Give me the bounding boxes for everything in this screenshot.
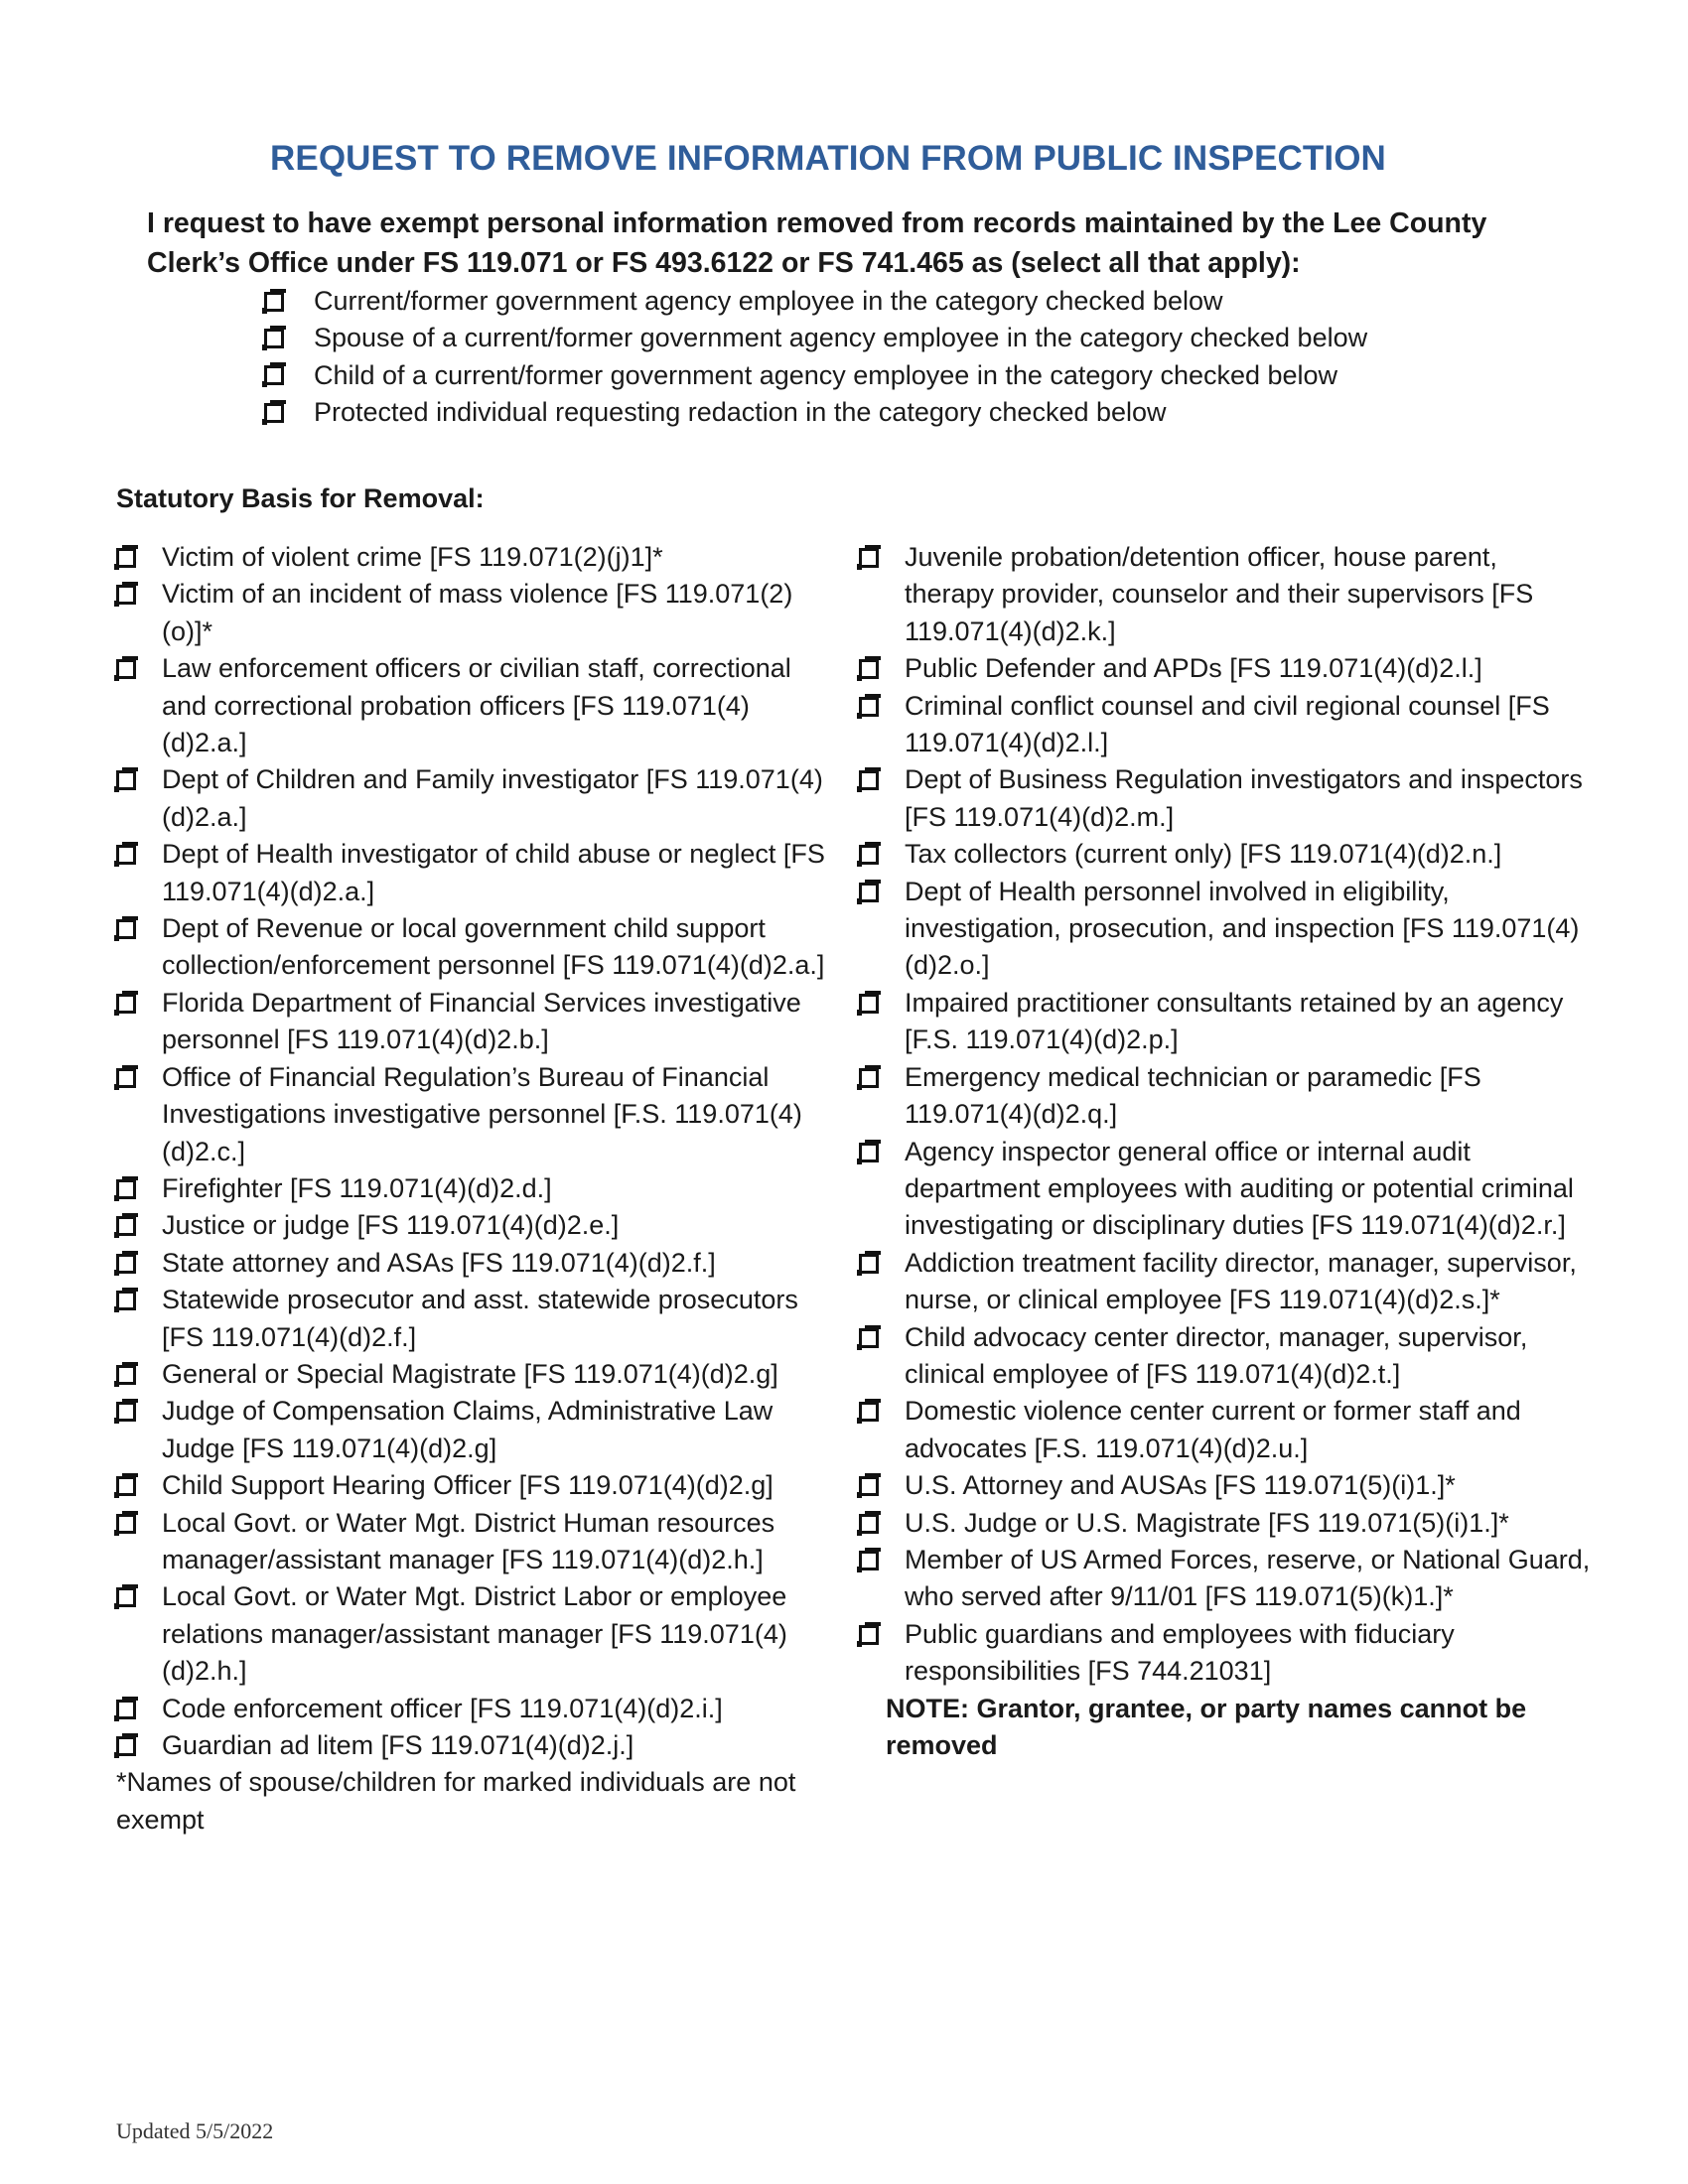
checkbox[interactable]	[116, 1736, 136, 1756]
basis-label: Member of US Armed Forces, reserve, or National Guard, who served after 9/11/01 [FS 119.071(5)(k)1.]*	[905, 1544, 1591, 1612]
statutory-basis-heading: Statutory Basis for Removal:	[116, 483, 485, 513]
checkbox[interactable]	[116, 1514, 136, 1534]
checkbox[interactable]	[859, 1514, 879, 1534]
basis-label: Public guardians and employees with fiduciary responsibilities [FS 744.21031]	[905, 1618, 1455, 1687]
checkbox[interactable]	[116, 1365, 136, 1385]
basis-option[interactable]	[859, 761, 1594, 836]
checkbox[interactable]	[264, 292, 284, 312]
checkbox[interactable]	[264, 403, 284, 423]
page-title: REQUEST TO REMOVE INFORMATION FROM PUBLIC INSPECTION	[270, 139, 1386, 178]
checkbox[interactable]	[859, 697, 879, 717]
basis-option[interactable]	[116, 1505, 831, 1579]
basis-option[interactable]	[859, 1467, 1594, 1504]
basis-label: Guardian ad litem [FS 119.071(4)(d)2.j.]	[162, 1730, 634, 1760]
basis-label: Dept of Children and Family investigator [FS 119.071(4)(d)2.a.]	[162, 764, 823, 832]
basis-option[interactable]	[859, 836, 1594, 873]
checkbox[interactable]	[116, 1402, 136, 1422]
checkbox[interactable]	[116, 585, 136, 605]
basis-option[interactable]	[859, 1245, 1594, 1319]
basis-option[interactable]	[116, 1393, 831, 1467]
checkbox[interactable]	[116, 845, 136, 865]
basis-option[interactable]	[859, 874, 1594, 985]
basis-option[interactable]	[116, 761, 831, 836]
basis-option[interactable]	[859, 1059, 1594, 1134]
basis-label: Public Defender and APDs [FS 119.071(4)(d)2.l.]	[905, 653, 1482, 684]
basis-option[interactable]	[859, 1542, 1594, 1616]
basis-option[interactable]	[859, 1319, 1594, 1394]
checkbox[interactable]	[859, 845, 879, 865]
checkbox[interactable]	[116, 1476, 136, 1496]
checkbox[interactable]	[859, 883, 879, 902]
basis-label: Office of Financial Regulation’s Bureau of Financial Investigations investigative personnel [F.S. 119.071(4)(d)2.c.]	[162, 1061, 802, 1166]
checkbox[interactable]	[116, 1291, 136, 1310]
basis-label: Local Govt. or Water Mgt. District Human resources manager/assistant manager [FS 119.071(4)(d)2.h.]	[162, 1507, 775, 1574]
checkbox[interactable]	[116, 548, 136, 568]
basis-option[interactable]	[116, 985, 831, 1059]
checkbox[interactable]	[116, 1700, 136, 1719]
checkbox[interactable]	[116, 1254, 136, 1274]
checkbox[interactable]	[859, 548, 879, 568]
basis-option[interactable]	[859, 1505, 1594, 1542]
basis-label: Firefighter [FS 119.071(4)(d)2.d.]	[162, 1172, 552, 1203]
checkbox[interactable]	[859, 1254, 879, 1274]
basis-label: General or Special Magistrate [FS 119.071(4)(d)2.g]	[162, 1358, 778, 1389]
basis-label: Criminal conflict counsel and civil regional counsel [FS 119.071(4)(d)2.l.]	[905, 690, 1550, 758]
basis-label: Addiction treatment facility director, manager, supervisor, nurse, or clinical employee [FS 119.071(4)(d)2.s.]*	[905, 1247, 1577, 1315]
statutory-basis-left-column	[116, 539, 831, 1839]
checkbox[interactable]	[116, 1587, 136, 1607]
basis-option[interactable]	[116, 1059, 831, 1170]
basis-label: Domestic violence center current or former staff and advocates [F.S. 119.071(4)(d)2.u.]	[905, 1396, 1521, 1463]
checkbox[interactable]	[264, 365, 284, 385]
checkbox[interactable]	[859, 770, 879, 790]
basis-option[interactable]	[116, 1578, 831, 1690]
basis-label: Dept of Health personnel involved in eligibility, investigation, prosecution, and inspection [FS 119.071(4)(d)2.o.]	[905, 876, 1580, 981]
checkbox[interactable]	[859, 1143, 879, 1162]
checkbox[interactable]	[859, 659, 879, 679]
basis-option[interactable]	[859, 650, 1594, 687]
option-label: Protected individual requesting redaction in the category checked below	[314, 397, 1167, 428]
basis-option[interactable]	[116, 1207, 831, 1244]
basis-label: Justice or judge [FS 119.071(4)(d)2.e.]	[162, 1210, 620, 1241]
basis-option[interactable]	[116, 576, 831, 650]
option-label: Child of a current/former government agency employee in the category checked below	[314, 359, 1338, 390]
basis-option[interactable]	[116, 836, 831, 910]
basis-option[interactable]	[859, 688, 1594, 762]
checkbox[interactable]	[116, 659, 136, 679]
basis-label: U.S. Attorney and AUSAs [FS 119.071(5)(i)1.]*	[905, 1470, 1456, 1501]
option-label: Current/former government agency employee in the category checked below	[314, 286, 1223, 317]
basis-label: Juvenile probation/detention officer, house parent, therapy provider, counselor and their supervisors [FS 119.071(4)(d)2.k.]	[905, 542, 1534, 646]
basis-label: State attorney and ASAs [FS 119.071(4)(d)2.f.]	[162, 1247, 716, 1278]
basis-option[interactable]	[859, 1393, 1594, 1467]
basis-option[interactable]	[116, 650, 831, 761]
intro-text: I request to have exempt personal information removed from records maintained by the Lee County Clerk’s Office under FS 119.071 or FS 493.6122 or FS 741.465 as (select all that apply):	[147, 207, 1487, 279]
checkbox[interactable]	[116, 1179, 136, 1199]
basis-option[interactable]	[116, 1691, 831, 1727]
basis-option[interactable]	[116, 1170, 831, 1207]
basis-option[interactable]	[859, 1134, 1594, 1245]
basis-option[interactable]	[859, 539, 1594, 650]
applicant-type-option[interactable]	[264, 283, 1555, 320]
checkbox[interactable]	[859, 1068, 879, 1088]
updated-date: Updated 5/5/2022	[116, 2118, 274, 2143]
basis-label: Dept of Revenue or local government child support collection/enforcement personnel [FS 119.071(4)(d)2.a.]	[162, 913, 825, 981]
checkbox[interactable]	[116, 1216, 136, 1236]
basis-label: Tax collectors (current only) [FS 119.071(4)(d)2.n.]	[905, 839, 1502, 870]
checkbox[interactable]	[116, 770, 136, 790]
footnote: *Names of spouse/children for marked individuals are not exempt	[116, 1767, 796, 1835]
checkbox[interactable]	[116, 994, 136, 1014]
basis-option[interactable]	[116, 1282, 831, 1356]
checkbox[interactable]	[859, 1328, 879, 1348]
basis-label: Child Support Hearing Officer [FS 119.071(4)(d)2.g]	[162, 1470, 774, 1501]
applicant-type-option[interactable]	[264, 357, 1555, 394]
basis-label: Child advocacy center director, manager, supervisor, clinical employee of [FS 119.071(4)(d)2.t.]	[905, 1321, 1528, 1389]
checkbox[interactable]	[116, 1068, 136, 1088]
basis-option[interactable]	[116, 1727, 831, 1764]
basis-label: Victim of an incident of mass violence [FS 119.071(2)(o)]*	[162, 579, 793, 646]
basis-label: Statewide prosecutor and asst. statewide prosecutors [FS 119.071(4)(d)2.f.]	[162, 1285, 798, 1352]
basis-label: Victim of violent crime [FS 119.071(2)(j)1]*	[162, 542, 663, 572]
statutory-basis-right-column	[859, 539, 1594, 1764]
basis-label: Judge of Compensation Claims, Administrative Law Judge [FS 119.071(4)(d)2.g]	[162, 1396, 774, 1463]
grantor-note: NOTE: Grantor, grantee, or party names cannot be removed	[886, 1693, 1527, 1760]
option-label: Spouse of a current/former government agency employee in the category checked below	[314, 323, 1368, 353]
basis-option[interactable]	[859, 985, 1594, 1059]
basis-label: Dept of Business Regulation investigators and inspectors [FS 119.071(4)(d)2.m.]	[905, 764, 1583, 832]
basis-label: Florida Department of Financial Services investigative personnel [FS 119.071(4)(d)2.b.]	[162, 987, 801, 1055]
checkbox[interactable]	[859, 1625, 879, 1645]
basis-label: Code enforcement officer [FS 119.071(4)(d)2.i.]	[162, 1693, 723, 1723]
applicant-type-option[interactable]	[264, 320, 1555, 356]
basis-option[interactable]	[859, 1616, 1594, 1691]
checkbox[interactable]	[859, 1476, 879, 1496]
basis-label: Agency inspector general office or internal audit department employees with auditing or potential criminal investigating or disciplinary duties [FS 119.071(4)(d)2.r.]	[905, 1136, 1574, 1241]
basis-label: U.S. Judge or U.S. Magistrate [FS 119.071(5)(i)1.]*	[905, 1507, 1509, 1538]
basis-option[interactable]	[116, 1245, 831, 1282]
basis-option[interactable]	[116, 910, 831, 985]
checkbox[interactable]	[264, 329, 284, 348]
checkbox[interactable]	[859, 1402, 879, 1422]
applicant-type-option[interactable]	[264, 394, 1555, 431]
checkbox[interactable]	[116, 919, 136, 939]
checkbox[interactable]	[859, 1551, 879, 1570]
basis-label: Local Govt. or Water Mgt. District Labor or employee relations manager/assistant manager [FS 119.071(4)(d)2.h.]	[162, 1581, 787, 1687]
basis-label: Emergency medical technician or paramedic [FS 119.071(4)(d)2.q.]	[905, 1061, 1481, 1130]
basis-option[interactable]	[116, 539, 831, 576]
basis-option[interactable]	[116, 1467, 831, 1504]
basis-label: Impaired practitioner consultants retained by an agency [F.S. 119.071(4)(d)2.p.]	[905, 987, 1564, 1055]
basis-option[interactable]	[116, 1356, 831, 1393]
basis-label: Dept of Health investigator of child abuse or neglect [FS 119.071(4)(d)2.a.]	[162, 839, 825, 906]
basis-label: Law enforcement officers or civilian staff, correctional and correctional probation officers [FS 119.071(4)(d)2.a.]	[162, 653, 791, 758]
applicant-type-list	[264, 283, 1555, 431]
checkbox[interactable]	[859, 994, 879, 1014]
